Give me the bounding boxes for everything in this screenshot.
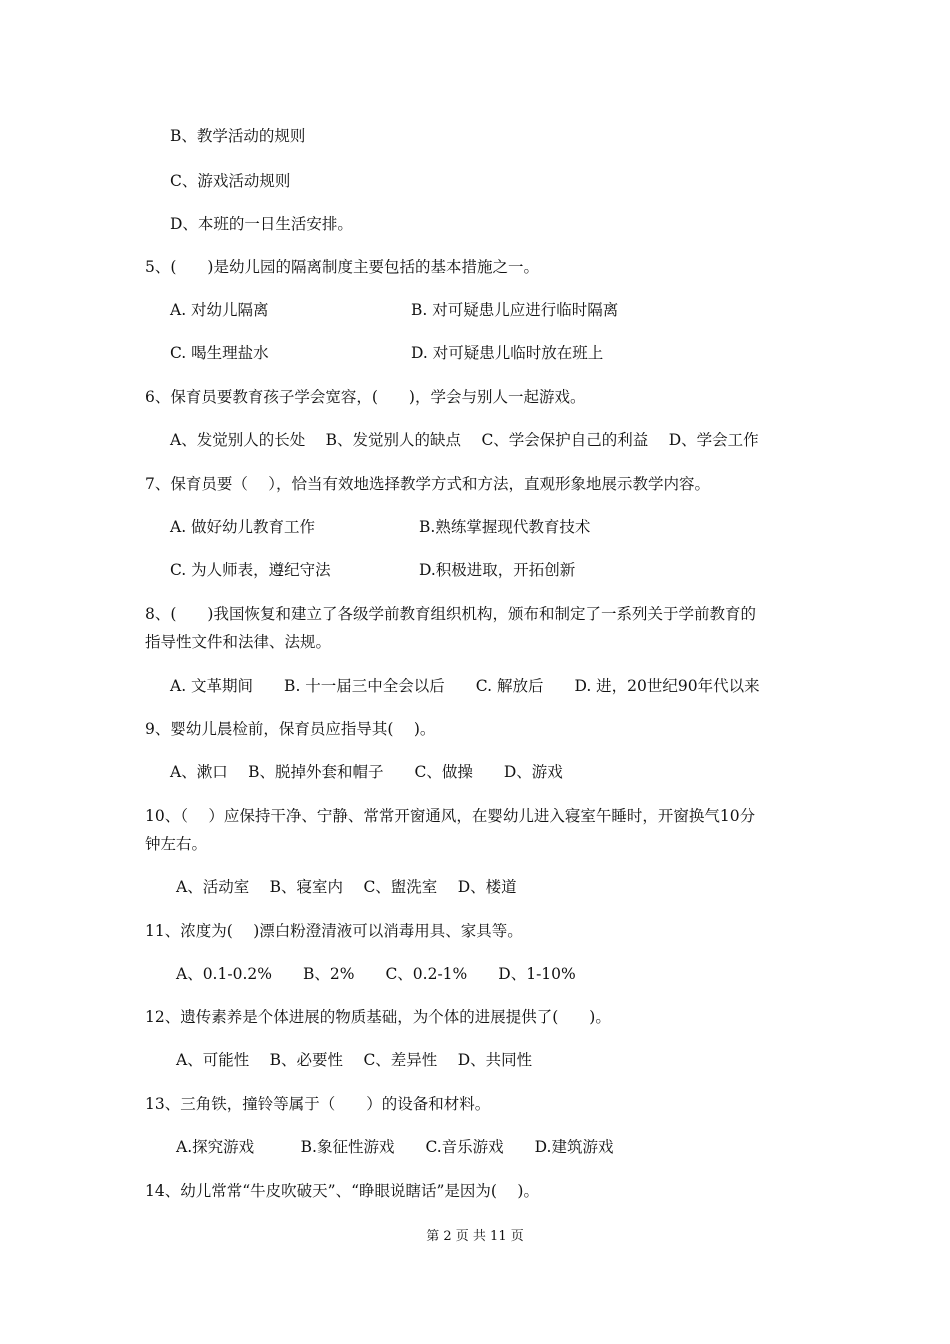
question-11: 11、浓度为( )漂白粉澄清液可以消毒用具、家具等。	[145, 922, 523, 940]
option-line: D、本班的一日生活安排。	[170, 215, 353, 233]
option-a: A. 对幼儿隔离	[170, 301, 269, 319]
option-c: C. 为人师表，遵纪守法	[170, 561, 331, 579]
option-b: B. 对可疑患儿应进行临时隔离	[411, 301, 619, 319]
question-10-options: A、活动室 B、寝室内 C、盥洗室 D、楼道	[176, 878, 517, 896]
question-11-options: A、0.1-0.2% B、2% C、0.2-1% D、1-10%	[176, 965, 576, 983]
question-9: 9、婴幼儿晨检前，保育员应指导其( )。	[145, 720, 436, 738]
question-12-options: A、可能性 B、必要性 C、差异性 D、共同性	[176, 1051, 533, 1069]
option-line: B、教学活动的规则	[170, 127, 306, 145]
question-12: 12、遗传素养是个体进展的物质基础，为个体的进展提供了( )。	[145, 1008, 611, 1026]
question-6-options: A、发觉别人的长处 B、发觉别人的缺点 C、学会保护自己的利益 D、学会工作	[170, 431, 759, 449]
question-7: 7、保育员要（ ），恰当有效地选择教学方式和方法，直观形象地展示教学内容。	[145, 475, 711, 493]
question-10: 10、（ ）应保持干净、宁静、常常开窗通风，在婴幼儿进入寝室午睡时，开窗换气10分	[145, 807, 756, 825]
option-b: B.熟练掌握现代教育技术	[419, 518, 591, 536]
question-6: 6、保育员要教育孩子学会宽容，( )，学会与别人一起游戏。	[145, 388, 586, 406]
question-9-options: A、漱口 B、脱掉外套和帽子 C、做操 D、游戏	[170, 763, 563, 781]
question-8-continued: 指导性文件和法律、法规。	[145, 633, 332, 651]
question-13-options: A.探究游戏 B.象征性游戏 C.音乐游戏 D.建筑游戏	[176, 1138, 614, 1156]
option-d: D.积极进取，开拓创新	[419, 561, 576, 579]
option-d: D. 对可疑患儿临时放在班上	[411, 344, 604, 362]
page-footer: 第 2 页 共 11 页	[426, 1229, 524, 1244]
option-c: C. 喝生理盐水	[170, 344, 269, 362]
option-a: A. 做好幼儿教育工作	[170, 518, 316, 536]
option-line: C、游戏活动规则	[170, 172, 291, 190]
question-8-options: A. 文革期间 B. 十一届三中全会以后 C. 解放后 D. 进，20世纪90年代以来	[170, 677, 760, 695]
question-13: 13、三角铁，撞铃等属于（ ）的设备和材料。	[145, 1095, 491, 1113]
question-5: 5、( )是幼儿园的隔离制度主要包括的基本措施之一。	[145, 258, 539, 276]
question-14: 14、幼儿常常“牛皮吹破天”、“睁眼说瞎话”是因为( )。	[145, 1182, 539, 1200]
question-8: 8、( )我国恢复和建立了各级学前教育组织机构，颁布和制定了一系列关于学前教育的	[145, 605, 756, 623]
question-10-continued: 钟左右。	[145, 835, 208, 853]
